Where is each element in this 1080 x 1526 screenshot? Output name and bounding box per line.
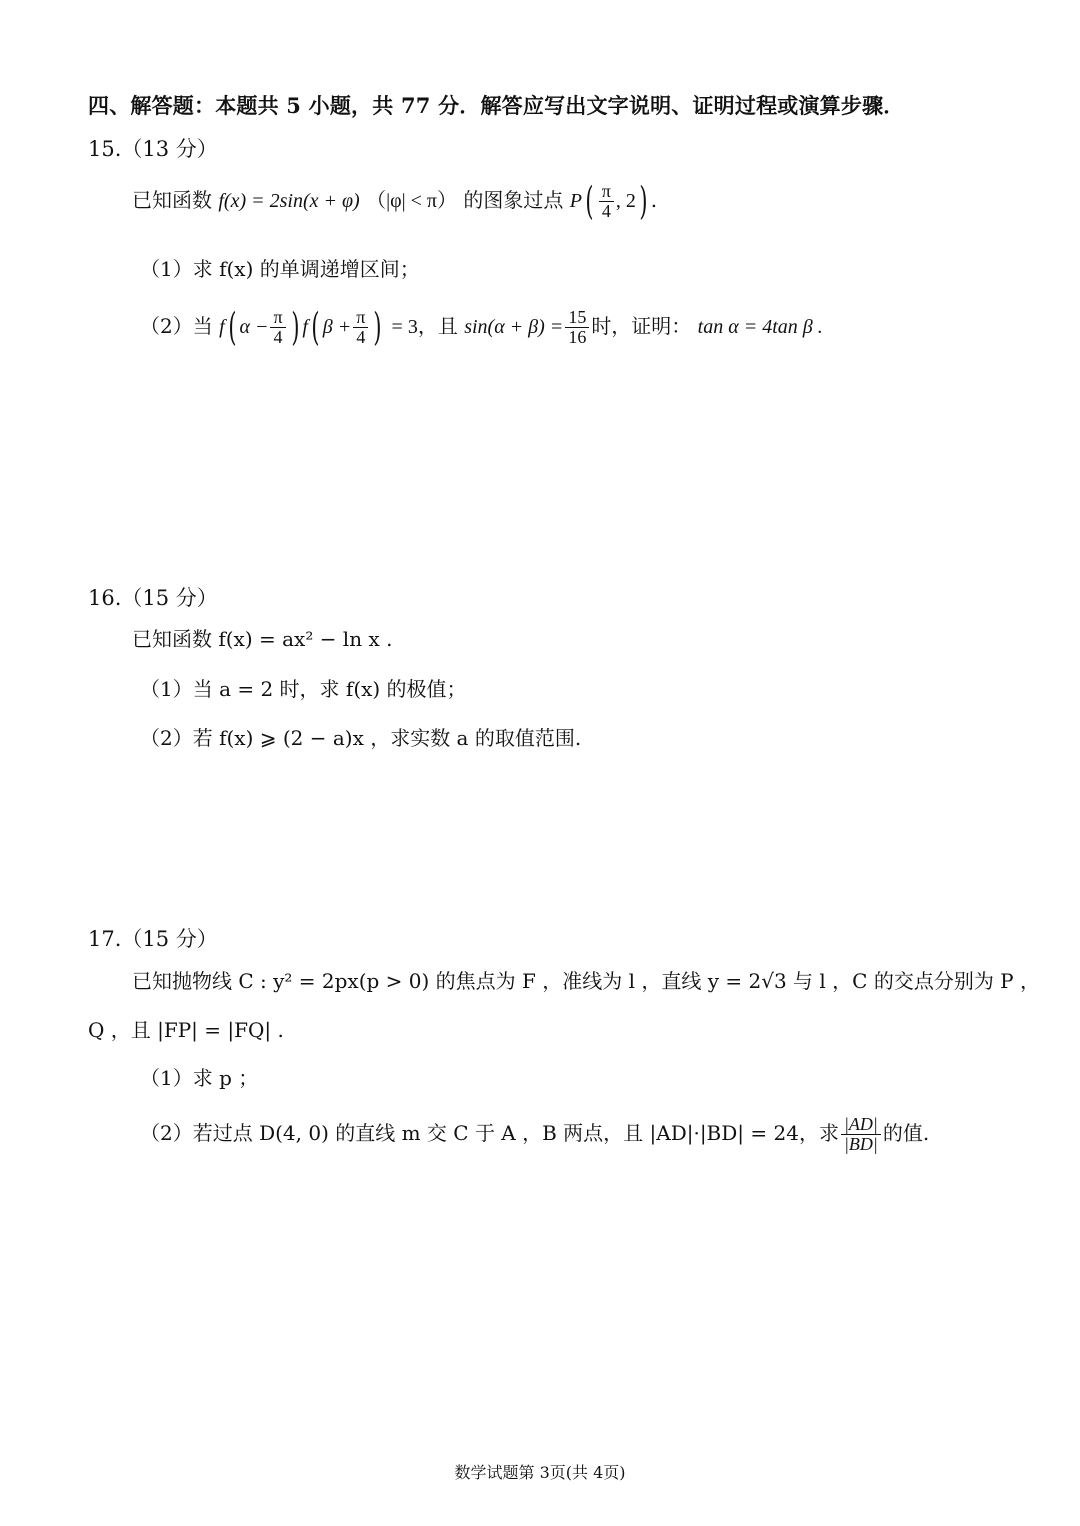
q15-point-frac-num: π: [599, 182, 614, 202]
q17-part2-frac-num: |AD|: [841, 1115, 881, 1135]
page-footer: 数学试题第 3页(共 4页): [454, 1463, 626, 1482]
q15-stem-prefix: 已知函数: [132, 187, 212, 212]
q15-point-frac-den: 4: [601, 200, 611, 221]
q16-part2: （2）若 f(x) ⩾ (2 − a)x ，求实数 a 的取值范围.: [140, 726, 582, 750]
q17-stem-line2: Q ，且 |FP| = |FQ| .: [88, 1018, 284, 1042]
q15-part2-f2: f: [302, 315, 308, 338]
q15-part1: （1）求 f(x) 的单调递增区间；: [140, 257, 420, 281]
q15-part2-pi1: π: [270, 308, 285, 328]
q15-condition: （|φ| < π）: [366, 189, 458, 212]
q15-part2-arg1: α −: [239, 315, 269, 338]
q17-stem-line1: 已知抛物线 C : y² = 2px(p > 0) 的焦点为 F ，准线为 l ，直线 y = 2√3 与 l ，C 的交点分别为 P ，: [132, 969, 1040, 993]
q15-part2: （2）当 f( α − $\frac{\pi}{4}$ ) f( β + $\frac{\pi}{4}$ ) = 3，且 sin(α + β) = $\frac{15}{16}$ 时，证明： tan α = 4tan β .: [140, 305, 823, 350]
q17-part2-suffix: 的值.: [882, 1120, 930, 1145]
q15-part2-pi2: π: [353, 308, 368, 328]
q16-part1: （1）当 a = 2 时，求 f(x) 的极值；: [140, 677, 467, 701]
q15-point-rest: , 2: [615, 189, 636, 212]
q15-part2-arg2: β +: [322, 315, 352, 338]
q15-part2-frac1: [270, 308, 285, 347]
q17-part2-prefix: （2）若过点 D(4, 0) 的直线 m 交 C 于 A ，B 两点，且 |AD|·|BD| = 24，求: [140, 1120, 839, 1145]
q15-stem-end: .: [650, 187, 658, 212]
q17-number: 17.（15 分）: [88, 927, 218, 951]
section-heading: 四、解答题：本题共 5 小题，共 77 分．解答应写出文字说明、证明过程或演算步骤．: [88, 93, 905, 118]
q15-part2-f1: f: [219, 315, 225, 338]
q15-part2-claim: tan α = 4tan β .: [697, 315, 823, 338]
q17-part2-fraction: [841, 1115, 881, 1154]
q15-point-fraction: [599, 182, 614, 221]
q15-part2-four1: 4: [273, 326, 283, 347]
q15-part2-mid: 时，证明：: [591, 313, 692, 338]
q16-stem: 已知函数 f(x) = ax² − ln x .: [132, 627, 393, 651]
q15-part2-frac2: [353, 308, 368, 347]
q17-part2: [140, 1115, 929, 1154]
q15-part2-frac-den: 16: [568, 326, 587, 347]
q15-part2-eq: = 3，且: [391, 315, 458, 338]
q16-number: 16.（15 分）: [88, 586, 218, 610]
q15-part2-frac-num: 15: [565, 308, 589, 328]
q17-part2-frac-den: |BD|: [843, 1133, 878, 1154]
q15-number: 15.（13 分）: [88, 137, 218, 161]
q15-stem-mid: 的图象过点: [463, 187, 564, 212]
q15-part2-sin: sin(α + β) =: [464, 315, 564, 338]
q15-function: f(x) = 2sin(x + φ): [218, 189, 360, 212]
q15-part2-frac3: [565, 308, 589, 347]
q15-part2-prefix: （2）当: [140, 313, 213, 338]
q17-part1: （1）求 p ；: [140, 1066, 259, 1090]
q15-part2-four2: 4: [356, 326, 366, 347]
q15-point-name: P: [569, 189, 582, 212]
q15-stem: 已知函数 f(x) = 2sin(x + φ) （|φ| < π） 的图象过点 P( $\frac{\pi}{4}$ , 2) .: [132, 179, 658, 224]
